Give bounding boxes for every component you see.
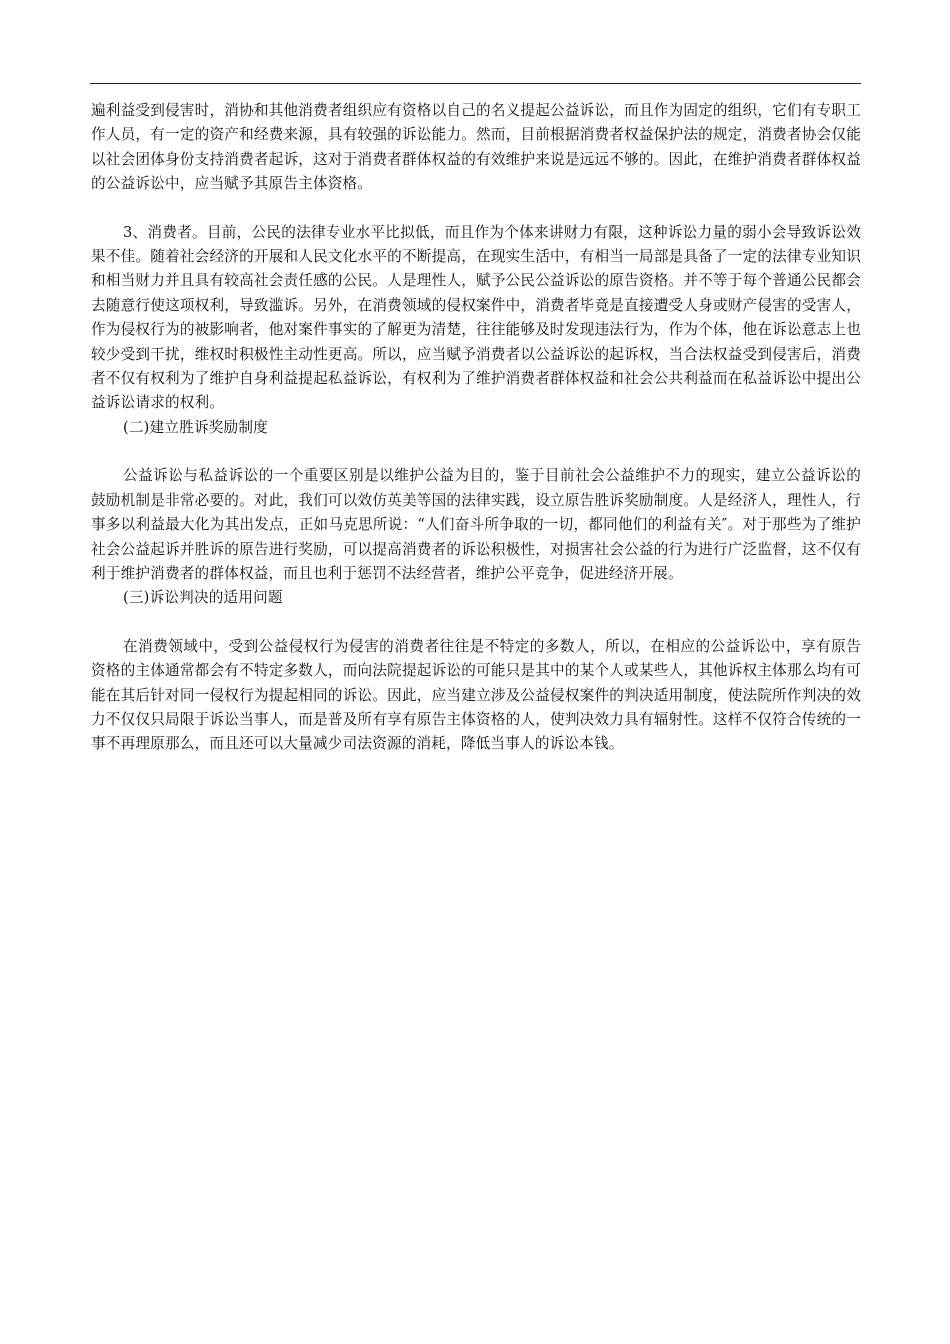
- paragraph-consumers-standing: 3、消费者。目前，公民的法律专业水平比拟低，而且作为个体来讲财力有限，这种诉讼力量的弱小会导致诉讼效果不佳。随着社会经济的开展和人民文化水平的不断提高，在现实生活中，有相当一局部是具备了一定的法律专业知识和相当财力并且具有较高社会责任感的公民。人是理性人，赋予公民公益诉讼的原告资格。并不等于每个普通公民都会去随意行使这项权利，导致滥诉。另外，在消费领域的侵权案件中，消费者毕竟是直接遭受人身或财产侵害的受害人，作为侵权行为的被影响者，他对案件事实的了解更为清楚，往往能够及时发现违法行为，作为个体，他在诉讼意志上也较少受到干扰，维权时积极性主动性更高。所以，应当赋予消费者以公益诉讼的起诉权，当合法权益受到侵害后，消费者不仅有权利为了维护自身利益提起私益诉讼，有权利为了维护消费者群体权益和社会公共利益而在私益诉讼中提出公益诉讼请求的权利。: [91, 223, 861, 412]
- paragraph-judgment-application: 在消费领域中，受到公益侵权行为侵害的消费者往往是不特定的多数人，所以，在相应的公益诉讼中，享有原告资格的主体通常都会有不特定多数人，而向法院提起诉讼的可能只是其中的某个人或某些人，其他诉权主体那么均有可能在其后针对同一侵权行为提起相同的诉讼。因此，应当建立涉及公益侵权案件的判决适用制度，使法院所作判决的效力不仅仅只局限于诉讼当事人，而是普及所有享有原告主体资格的人，使判决效力具有辐射性。这样不仅符合传统的一事不再理原那么，而且还可以大量减少司法资源的消耗，降低当事人的诉讼本钱。: [91, 637, 861, 753]
- paragraph-consumer-association-continued: 遍利益受到侵害时，消协和其他消费者组织应有资格以自己的名义提起公益诉讼，而且作为固定的组织，它们有专职工作人员，有一定的资产和经费来源，具有较强的诉讼能力。然而，目前根据消费者权益保护法的规定，消费者协会仅能以社会团体身份支持消费者起诉，这对于消费者群体权益的有效维护来说是远远不够的。因此，在维护消费者群体权益的公益诉讼中，应当赋予其原告主体资格。: [91, 102, 861, 193]
- header-rule: [90, 83, 861, 84]
- section-heading-judgment-application: (三)诉讼判决的适用问题: [123, 589, 283, 607]
- paragraph-reward-system: 公益诉讼与私益诉讼的一个重要区别是以维护公益为目的，鉴于目前社会公益维护不力的现实，建立公益诉讼的鼓励机制是非常必要的。对此，我们可以效仿英美等国的法律实践，设立原告胜诉奖励制度。人是经济人，理性人，行事多以利益最大化为其出发点，正如马克思所说：“人们奋斗所争取的一切，都同他们的利益有关″。对于那些为了维护社会公益起诉并胜诉的原告进行奖励，可以提高消费者的诉讼积极性，对损害社会公益的行为进行广泛监督，这不仅有利于维护消费者的群体权益，而且也利于惩罚不法经营者，维护公平竞争，促进经济开展。: [91, 467, 861, 582]
- document-body: [91, 99, 861, 757]
- section-heading-reward-system: (二)建立胜诉奖励制度: [123, 418, 268, 436]
